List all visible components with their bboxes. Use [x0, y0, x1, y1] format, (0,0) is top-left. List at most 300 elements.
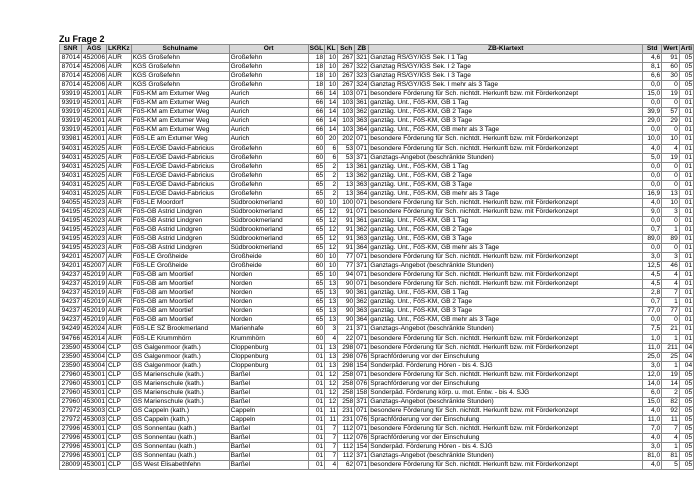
cell-sch: 94: [338, 271, 355, 280]
cell-snr: 27972: [60, 415, 82, 424]
cell-sch: 298: [338, 361, 355, 370]
cell-sch: 258: [338, 397, 355, 406]
cell-zb-klartext: besondere Förderung für Sch. nichtdt. Herkunft bzw. mit Förderkonzept: [369, 253, 643, 262]
table-row: [60, 117, 694, 126]
cell-sch: 13: [338, 189, 355, 198]
cell-lkrkz: CLP: [107, 370, 132, 379]
table-row: [60, 298, 694, 307]
table-row: [60, 262, 694, 271]
cell-wert: 25: [662, 352, 680, 361]
cell-zb: 076: [356, 379, 368, 387]
cell-ags: 452007: [83, 262, 106, 270]
cell-std: 9,0: [643, 207, 662, 216]
cell-wert: 0: [662, 162, 680, 171]
cell-sgl: 66: [308, 99, 325, 108]
cell-lkrkz: AUR: [107, 234, 132, 243]
cell-sgl: 01: [308, 388, 325, 397]
cell-schulname: GS Sonnentau (kath.): [131, 424, 229, 433]
cell-sgl: 66: [308, 117, 325, 126]
cell-ags: 453001: [83, 397, 106, 405]
cell-snr: 27996: [60, 424, 82, 433]
cell-zb: 362: [356, 225, 368, 233]
cell-zb-klartext: besondere Förderung für Sch. nichtdt. Herkunft bzw. mit Förderkonzept: [369, 424, 643, 433]
cell-zb: 071: [356, 271, 368, 279]
cell-snr: 94195: [60, 216, 82, 225]
cell-sch: 112: [338, 443, 355, 452]
cell-ort: Barßel: [229, 397, 308, 406]
cell-sgl: 66: [308, 108, 325, 117]
cell-kl: 12: [325, 216, 338, 225]
cell-sch: 103: [338, 117, 355, 126]
cell-zb-klartext: besondere Förderung für Sch. nichtdt. Herkunft bzw. mit Förderkonzept: [369, 406, 643, 415]
cell-zb-klartext: Sprachförderung vor der Einschulung: [369, 352, 643, 361]
cell-schulname: FöS-LE Krummhörn: [131, 334, 229, 343]
cell-snr: 94031: [60, 162, 82, 171]
cell-wert: 4: [662, 271, 680, 280]
cell-arti: 01: [679, 234, 693, 243]
cell-std: 12,0: [643, 370, 662, 379]
cell-zb-klartext: ganztäg. Unt., FöS-KM, GB 2 Tage: [369, 108, 643, 117]
cell-sgl: 18: [308, 81, 325, 90]
cell-schulname: FöS-LE Großheide: [131, 262, 229, 271]
cell-zb-klartext: ganztäg. Unt., FöS-KM, GB 1 Tag: [369, 99, 643, 108]
cell-sch: 112: [338, 434, 355, 443]
cell-std: 0,0: [643, 81, 662, 90]
cell-sch: 53: [338, 144, 355, 153]
cell-ags: 452025: [83, 162, 106, 170]
cell-wert: 13: [662, 189, 680, 198]
cell-ags: 453001: [83, 461, 106, 469]
cell-std: 77,0: [643, 307, 662, 316]
cell-lkrkz: CLP: [107, 415, 132, 424]
cell-ags: 452025: [83, 144, 106, 152]
cell-sch: 77: [338, 262, 355, 271]
cell-wert: 4: [662, 434, 680, 443]
cell-ags: 452001: [83, 135, 106, 143]
cell-sch: 267: [338, 54, 355, 63]
cell-sch: 13: [338, 162, 355, 171]
cell-std: 12,5: [643, 262, 662, 271]
cell-schulname: FöS-GB Astrid Lindgren: [131, 244, 229, 253]
cell-arti: 01: [679, 298, 693, 307]
table-row: [60, 334, 694, 343]
cell-ags: 452023: [83, 207, 106, 215]
cell-wert: 57: [662, 108, 680, 117]
cell-ort: Barßel: [229, 379, 308, 388]
cell-snr: 94237: [60, 298, 82, 307]
cell-arti: 01: [679, 253, 693, 262]
cell-sgl: 60: [308, 253, 325, 262]
cell-arti: 01: [679, 117, 693, 126]
cell-lkrkz: AUR: [107, 225, 132, 234]
cell-sgl: 65: [308, 234, 325, 243]
cell-zb-klartext: besondere Förderung für Sch. nichtdt. Herkunft bzw. mit Förderkonzept: [369, 90, 643, 99]
cell-zb: 361: [356, 289, 368, 297]
cell-ort: Barßel: [229, 443, 308, 452]
cell-kl: 13: [325, 316, 338, 325]
cell-snr: 94201: [60, 262, 82, 271]
cell-ags: 452001: [83, 90, 106, 98]
cell-sgl: 65: [308, 171, 325, 180]
cell-wert: 0: [662, 171, 680, 180]
cell-sgl: 66: [308, 90, 325, 99]
cell-std: 81,0: [643, 452, 662, 461]
cell-zb-klartext: ganztäg. Unt., FöS-KM, GB 3 Tage: [369, 307, 643, 316]
cell-ort: Norden: [229, 307, 308, 316]
cell-zb-klartext: Ganztags-Angebot (beschränkte Stunden): [369, 262, 643, 271]
cell-std: 1,0: [643, 334, 662, 343]
table-row: [60, 316, 694, 325]
column-header-zb-klartext: ZB-Klartext: [369, 45, 643, 54]
cell-zb-klartext: Ganztag RS/GY/IGS Sek. I mehr als 3 Tage: [369, 81, 643, 90]
cell-wert: 19: [662, 153, 680, 162]
table-row: [60, 153, 694, 162]
cell-ort: Großefehn: [229, 189, 308, 198]
cell-sgl: 18: [308, 72, 325, 81]
cell-zb: 362: [356, 108, 368, 116]
cell-ags: 452023: [83, 244, 106, 252]
cell-std: 0,0: [643, 316, 662, 325]
cell-schulname: FöS-LE/GE David-Fabricius: [131, 171, 229, 180]
cell-sgl: 01: [308, 415, 325, 424]
cell-arti: 01: [679, 180, 693, 189]
cell-lkrkz: CLP: [107, 406, 132, 415]
cell-ort: Barßel: [229, 370, 308, 379]
cell-ags: 453003: [83, 406, 106, 414]
cell-schulname: FöS-LE/GE David-Fabricius: [131, 153, 229, 162]
table-row: [60, 352, 694, 361]
cell-sgl: 01: [308, 461, 325, 470]
cell-arti: 05: [679, 406, 693, 415]
cell-kl: 14: [325, 126, 338, 135]
cell-std: 5,0: [643, 153, 662, 162]
cell-wert: 91: [662, 54, 680, 63]
cell-wert: 81: [662, 452, 680, 461]
cell-snr: 93919: [60, 108, 82, 117]
cell-zb-klartext: besondere Förderung für Sch. nichtdt. Herkunft bzw. mit Förderkonzept: [369, 135, 643, 144]
cell-sch: 298: [338, 343, 355, 352]
cell-wert: 10: [662, 198, 680, 207]
cell-arti: 01: [679, 289, 693, 298]
cell-ags: 452023: [83, 216, 106, 224]
cell-snr: 94031: [60, 153, 82, 162]
cell-wert: 0: [662, 216, 680, 225]
cell-zb-klartext: ganztäg. Unt., FöS-KM, GB 3 Tage: [369, 180, 643, 189]
cell-schulname: KGS Großefehn: [131, 81, 229, 90]
cell-sch: 103: [338, 99, 355, 108]
cell-arti: 05: [679, 443, 693, 452]
cell-std: 0,0: [643, 216, 662, 225]
cell-std: 11,0: [643, 415, 662, 424]
page-title: Zu Frage 2: [59, 34, 105, 44]
cell-wert: 82: [662, 397, 680, 406]
cell-ort: Großefehn: [229, 144, 308, 153]
cell-arti: 01: [679, 271, 693, 280]
cell-kl: 4: [325, 461, 338, 470]
cell-kl: 12: [325, 370, 338, 379]
cell-snr: 94195: [60, 234, 82, 243]
cell-schulname: GS Marienschule (kath.): [131, 397, 229, 406]
cell-wert: 5: [662, 461, 680, 470]
column-header-ort: Ort: [229, 45, 308, 54]
cell-lkrkz: AUR: [107, 325, 132, 334]
cell-schulname: GS Galgenmoor (kath.): [131, 361, 229, 370]
cell-kl: 13: [325, 361, 338, 370]
cell-sch: 258: [338, 388, 355, 397]
cell-snr: 27960: [60, 388, 82, 397]
cell-ags: 453001: [83, 379, 106, 387]
cell-kl: 13: [325, 289, 338, 298]
table-row: [60, 370, 694, 379]
cell-zb: 371: [356, 325, 368, 333]
cell-snr: 27996: [60, 443, 82, 452]
cell-lkrkz: AUR: [107, 99, 132, 108]
cell-lkrkz: AUR: [107, 289, 132, 298]
cell-kl: 7: [325, 434, 338, 443]
cell-lkrkz: CLP: [107, 424, 132, 433]
cell-std: 29,0: [643, 117, 662, 126]
cell-zb: 364: [356, 244, 368, 252]
cell-arti: 04: [679, 352, 693, 361]
cell-sgl: 60: [308, 325, 325, 334]
cell-kl: 13: [325, 307, 338, 316]
cell-zb-klartext: ganztäg. Unt., FöS-KM, GB mehr als 3 Tage: [369, 316, 643, 325]
cell-sgl: 65: [308, 244, 325, 253]
cell-zb: 362: [356, 171, 368, 179]
cell-sch: 90: [338, 307, 355, 316]
column-header-std: Std: [643, 45, 662, 54]
cell-std: 15,0: [643, 397, 662, 406]
cell-ort: Barßel: [229, 461, 308, 470]
cell-std: 4,0: [643, 198, 662, 207]
cell-kl: 10: [325, 271, 338, 280]
cell-sgl: 01: [308, 361, 325, 370]
cell-schulname: GS Sonnentau (kath.): [131, 443, 229, 452]
cell-std: 0,0: [643, 171, 662, 180]
table-row: [60, 325, 694, 334]
cell-schulname: FöS-GB Astrid Lindgren: [131, 225, 229, 234]
cell-schulname: FöS-GB Astrid Lindgren: [131, 216, 229, 225]
cell-wert: 19: [662, 370, 680, 379]
cell-kl: 14: [325, 117, 338, 126]
cell-lkrkz: AUR: [107, 108, 132, 117]
cell-arti: 01: [679, 189, 693, 198]
cell-lkrkz: AUR: [107, 298, 132, 307]
cell-sgl: 01: [308, 370, 325, 379]
table-row: [60, 99, 694, 108]
cell-snr: 94237: [60, 316, 82, 325]
cell-sgl: 60: [308, 153, 325, 162]
cell-zb: 363: [356, 117, 368, 125]
cell-std: 11,0: [643, 343, 662, 352]
cell-schulname: FöS-KM am Extumer Weg: [131, 99, 229, 108]
cell-sch: 112: [338, 424, 355, 433]
cell-schulname: GS Galgenmoor (kath.): [131, 352, 229, 361]
cell-ags: 452001: [83, 108, 106, 116]
cell-schulname: FöS-KM am Extumer Weg: [131, 108, 229, 117]
table-row: [60, 90, 694, 99]
cell-arti: 01: [679, 244, 693, 253]
cell-kl: 2: [325, 180, 338, 189]
cell-snr: 94031: [60, 144, 82, 153]
cell-sgl: 65: [308, 180, 325, 189]
cell-kl: 14: [325, 90, 338, 99]
cell-zb-klartext: ganztäg. Unt., FöS-KM, GB mehr als 3 Tage: [369, 126, 643, 135]
cell-std: 0,0: [643, 126, 662, 135]
cell-zb: 363: [356, 180, 368, 188]
cell-ort: Großefehn: [229, 54, 308, 63]
cell-lkrkz: CLP: [107, 452, 132, 461]
cell-snr: 94237: [60, 307, 82, 316]
cell-ort: Großefehn: [229, 162, 308, 171]
cell-std: 4,5: [643, 271, 662, 280]
cell-lkrkz: AUR: [107, 72, 132, 81]
table-row: [60, 216, 694, 225]
table-row: [60, 434, 694, 443]
cell-ags: 453004: [83, 352, 106, 360]
cell-std: 16,9: [643, 189, 662, 198]
cell-sgl: 66: [308, 126, 325, 135]
cell-snr: 94237: [60, 280, 82, 289]
cell-kl: 10: [325, 72, 338, 81]
cell-arti: 05: [679, 452, 693, 461]
cell-wert: 0: [662, 126, 680, 135]
cell-schulname: FöS-LE/GE David-Fabricius: [131, 144, 229, 153]
cell-sgl: 01: [308, 352, 325, 361]
cell-wert: 1: [662, 361, 680, 370]
cell-wert: 4: [662, 144, 680, 153]
cell-snr: 23590: [60, 352, 82, 361]
cell-zb-klartext: Ganztags-Angebot (beschränkte Stunden): [369, 452, 643, 461]
cell-zb: 371: [356, 452, 368, 460]
table-row: [60, 361, 694, 370]
cell-ort: Aurich: [229, 99, 308, 108]
cell-ort: Großefehn: [229, 171, 308, 180]
table-row: [60, 406, 694, 415]
cell-schulname: FöS-GB Astrid Lindgren: [131, 234, 229, 243]
cell-sch: 267: [338, 63, 355, 72]
cell-schulname: GS Sonnentau (kath.): [131, 434, 229, 443]
cell-sch: 103: [338, 108, 355, 117]
cell-kl: 20: [325, 135, 338, 144]
cell-schulname: FöS-GB am Moortief: [131, 307, 229, 316]
cell-sgl: 65: [308, 207, 325, 216]
cell-snr: 87014: [60, 72, 82, 81]
cell-arti: 01: [679, 216, 693, 225]
cell-snr: 27996: [60, 452, 82, 461]
cell-ort: Cloppenburg: [229, 361, 308, 370]
cell-sch: 77: [338, 253, 355, 262]
cell-arti: 01: [679, 126, 693, 135]
table-row: [60, 63, 694, 72]
cell-ort: Barßel: [229, 434, 308, 443]
cell-zb: 076: [356, 352, 368, 360]
cell-ags: 452019: [83, 289, 106, 297]
cell-arti: 01: [679, 262, 693, 271]
table-row: [60, 397, 694, 406]
cell-zb-klartext: Ganztags-Angebot (beschränkte Stunden): [369, 153, 643, 162]
column-header-arti: Arti: [680, 45, 693, 52]
cell-zb-klartext: ganztäg. Unt., FöS-KM, GB 2 Tage: [369, 171, 643, 180]
cell-std: 15,0: [643, 90, 662, 99]
cell-sch: 13: [338, 171, 355, 180]
cell-std: 39,9: [643, 108, 662, 117]
cell-snr: 27960: [60, 379, 82, 388]
cell-zb: 361: [356, 216, 368, 224]
cell-zb: 071: [356, 334, 368, 342]
cell-snr: 94766: [60, 334, 82, 343]
cell-kl: 10: [325, 253, 338, 262]
cell-zb-klartext: Sprachförderung vor der Einschulung: [369, 415, 643, 424]
cell-sgl: 60: [308, 334, 325, 343]
cell-zb: 321: [356, 54, 368, 62]
cell-std: 4,0: [643, 434, 662, 443]
cell-lkrkz: CLP: [107, 461, 132, 470]
cell-zb-klartext: Sonderpäd. Förderung körp. u. mot. Entw. - bis 4. SJG: [369, 388, 643, 397]
cell-sgl: 65: [308, 307, 325, 316]
cell-sgl: 65: [308, 216, 325, 225]
cell-schulname: FöS-LE am Extumer Weg: [131, 135, 229, 144]
column-header-wert: Wert: [663, 45, 678, 52]
cell-std: 14,0: [643, 379, 662, 388]
cell-zb-klartext: ganztäg. Unt., FöS-KM, GB mehr als 3 Tage: [369, 244, 643, 253]
cell-std: 10,0: [643, 135, 662, 144]
cell-sgl: 18: [308, 54, 325, 63]
table-row: [60, 162, 694, 171]
cell-ort: Südbrookmerland: [229, 216, 308, 225]
cell-zb: 324: [356, 81, 368, 89]
cell-zb-klartext: Sprachförderung vor der Einschulung: [369, 434, 643, 443]
cell-kl: 10: [325, 81, 338, 90]
cell-std: 6,6: [643, 72, 662, 81]
cell-wert: 0: [662, 81, 680, 90]
cell-sch: 21: [338, 325, 355, 334]
cell-std: 0,0: [643, 99, 662, 108]
cell-arti: 05: [679, 461, 693, 470]
cell-std: 4,0: [643, 406, 662, 415]
cell-zb: 071: [356, 207, 368, 215]
cell-zb-klartext: ganztäg. Unt., FöS-KM, GB 1 Tag: [369, 216, 643, 225]
cell-kl: 13: [325, 343, 338, 352]
cell-std: 6,0: [643, 388, 662, 397]
cell-sch: 90: [338, 298, 355, 307]
cell-wert: 46: [662, 262, 680, 271]
cell-arti: 01: [679, 99, 693, 108]
cell-zb: 071: [356, 144, 368, 152]
cell-lkrkz: AUR: [107, 280, 132, 289]
cell-zb-klartext: ganztäg. Unt., FöS-KM, GB 3 Tage: [369, 117, 643, 126]
cell-arti: 05: [679, 424, 693, 433]
cell-sgl: 65: [308, 298, 325, 307]
cell-sch: 91: [338, 216, 355, 225]
cell-zb-klartext: besondere Förderung für Sch. nichtdt. Herkunft bzw. mit Förderkonzept: [369, 271, 643, 280]
table-row: [60, 144, 694, 153]
cell-zb: 323: [356, 72, 368, 80]
table-row: [60, 253, 694, 262]
cell-std: 0,0: [643, 180, 662, 189]
cell-zb: 371: [356, 262, 368, 270]
cell-snr: 94195: [60, 207, 82, 216]
cell-ags: 452001: [83, 117, 106, 125]
cell-ort: Barßel: [229, 388, 308, 397]
cell-zb: 071: [356, 343, 368, 351]
cell-ags: 453003: [83, 415, 106, 423]
cell-kl: 7: [325, 424, 338, 433]
column-header-snr: SNR: [60, 45, 82, 54]
cell-ort: Barßel: [229, 452, 308, 461]
cell-wert: 7: [662, 424, 680, 433]
cell-schulname: KGS Großefehn: [131, 54, 229, 63]
